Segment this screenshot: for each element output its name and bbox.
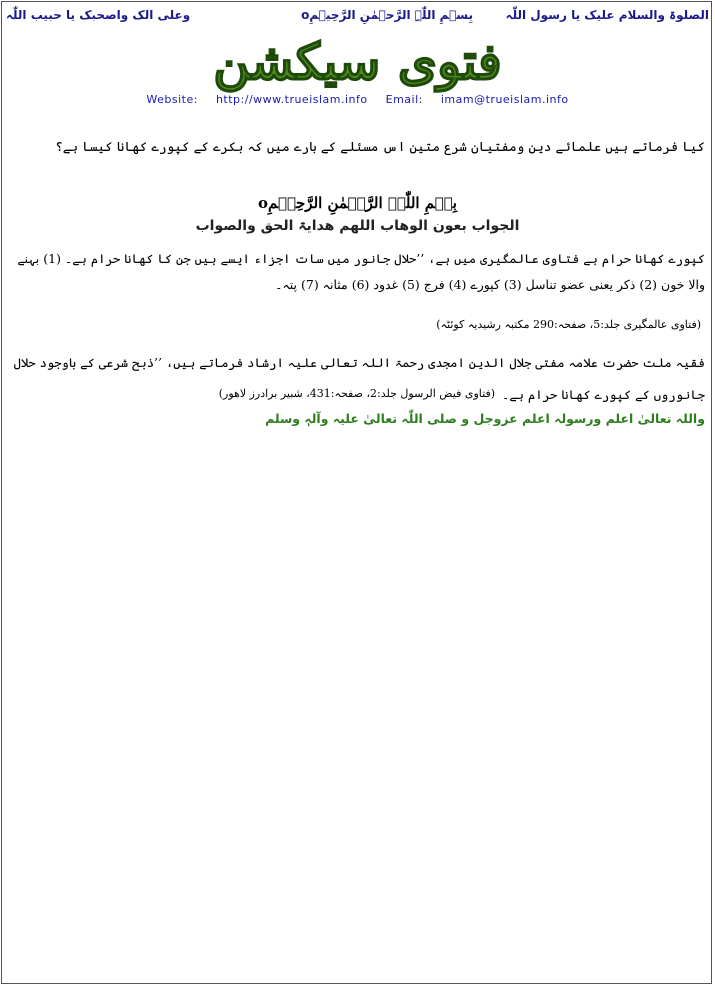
answer-paragraph-1: کپورے کھانا حرام ہے فتاوی عالمگیری میں ہے، ’’حلال جانور میں سات اجزاء ایسے ہیں جن کا کھانا حرام ہے۔ (1) بہنے والا خون (2) ذکر یعنی عضو تناسل (3) کپورے (4) فرج (5) غدود (6) مثانہ (7) پتہ۔ xyxy=(17,251,705,292)
reference-2: (فتاوی فیض الرسول جلد:2، صفحہ:431، شبیر برادرز لاھور) xyxy=(218,387,495,400)
closing-dua: واللہ تعالیٰ اعلم ورسولہ اعلم عزوجل و صلی اللّٰہ تعالیٰ علیہ وآلہٖ وسلم xyxy=(265,411,705,426)
salutation-middle: بِسۡمِ اللّٰہِ الرَّحۡمٰنِ الرَّحِیۡمِo xyxy=(301,8,473,22)
website-link[interactable]: http://www.trueislam.info xyxy=(215,93,368,106)
salutation-right: الصلوۃ والسلام علیک یا رسول اللّٰہ xyxy=(505,8,709,22)
answer-paragraph-2: فقیہ ملت حضرت علامہ مفتی جلال الدین امجدی رحمۃ اللہ تعالی علیہ ارشاد فرماتے ہیں، ’’ذبح شرعی کے باوجود حلال جانوروں کے کپورے کھانا حرام ہے۔ xyxy=(13,355,705,402)
question-text: کیا فرماتے ہیں علمائے دین ومفتیان شرع متین اس مسئلے کے بارے میں کہ بکرے کے کپورے کھانا کیسا ہے؟ xyxy=(55,140,705,155)
email-label: Email: xyxy=(385,93,423,106)
bismillah-heading: بِسۡمِ اللّٰہِ الرَّحۡمٰنِ الرَّحِیۡمِo xyxy=(258,194,457,212)
email-link[interactable]: imam@trueislam.info xyxy=(440,93,569,106)
contact-line xyxy=(0,93,715,106)
website-label: Website: xyxy=(146,93,198,106)
reference-1: (فتاوی عالمگیری جلد:5، صفحہ:290 مکتبہ رشیدیہ کوئٹہ) xyxy=(436,318,701,331)
jawab-heading: الجواب بعون الوھاب اللھم ھدایۃ الحق والصواب xyxy=(195,218,520,234)
header-salutations xyxy=(6,8,709,28)
salutation-left: وعلی الک واصحبک یا حبیب اللّٰہ xyxy=(6,8,191,22)
page-title: فتوی سیکشن xyxy=(213,32,502,91)
